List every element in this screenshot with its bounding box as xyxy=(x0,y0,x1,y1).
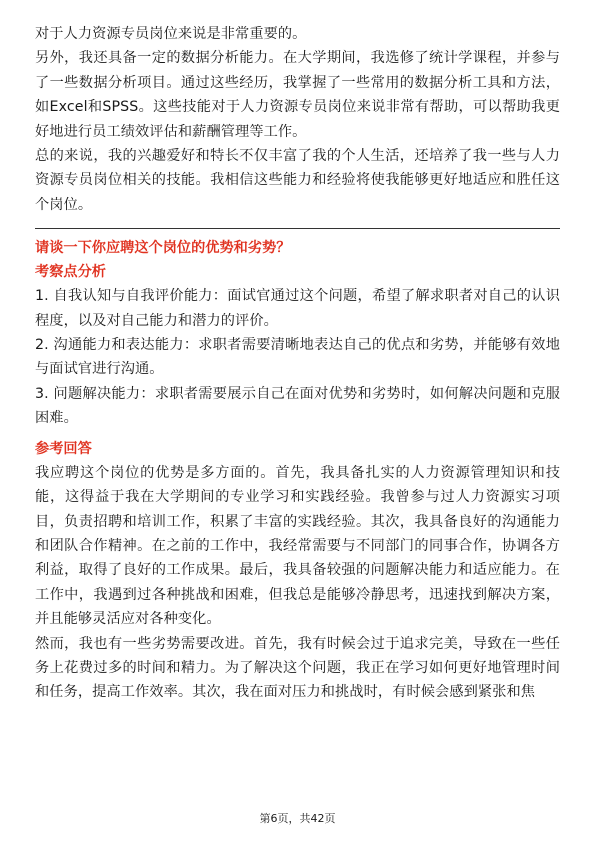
question-heading: 请谈一下你应聘这个岗位的优势和劣势？ xyxy=(35,240,291,257)
answer-paragraph-2: 然而，我也有一些劣势需要改进。首先，我有时候会过于追求完美，导致在一些任务上花费过多的时间和精力。为了解决这个问题，我正在学习如何更好地管理时间和任务，提高工作效率。其次，我在面对压力和挑战时，有时候会感到紧张和焦 xyxy=(35,635,560,701)
analysis-item-2: 2. 沟通能力和表达能力：求职者需要清晰地表达自己的优点和劣势，并能够有效地与面试官进行沟通。 xyxy=(35,337,560,378)
intro-paragraph-2: 另外，我还具备一定的数据分析能力。在大学期间，我选修了统计学课程，并参与了一些数据分析项目。通过这些经历，我掌握了一些常用的数据分析工具和方法，如Excel和SPSS。这些技能对于人力资源专员岗位来说非常有帮助，可以帮助我更好地进行员工绩效评估和薪酬管理等工作。 xyxy=(35,50,560,140)
intro-paragraph-1: 对于人力资源专员岗位来说是非常重要的。 xyxy=(35,26,307,42)
spacer xyxy=(35,431,560,438)
document-page xyxy=(35,22,560,705)
section-divider xyxy=(35,228,560,229)
intro-paragraph-3: 总的来说，我的兴趣爱好和特长不仅丰富了我的个人生活，还培养了我一些与人力资源专员岗位相关的技能。我相信这些能力和经验将使我能够更好地适应和胜任这个岗位。 xyxy=(35,148,560,213)
analysis-item-3: 3. 问题解决能力：求职者需要展示自己在面对优势和劣势时，如何解决问题和克服困难。 xyxy=(35,385,560,427)
analysis-item-1: 1. 自我认知与自我评价能力：面试官通过这个问题，希望了解求职者对自己的认识程度，以及对自己能力和潜力的评价。 xyxy=(35,288,560,329)
answer-heading: 参考回答 xyxy=(35,440,92,457)
analysis-heading: 考察点分析 xyxy=(35,264,106,281)
page-footer: 第6页，共42页 xyxy=(259,812,336,825)
answer-paragraph-1: 我应聘这个岗位的优势是多方面的。首先，我具备扎实的人力资源管理知识和技能，这得益于我在大学期间的专业学习和实践经验。我曾参与过人力资源实习项目，负责招聘和培训工作，积累了丰富的实践经验。其次，我具备良好的沟通能力和团队合作精神。在之前的工作中，我经常需要与不同部门的同事合作，协调各方利益，取得了良好的工作成果。最后，我具备较强的问题解决能力和适应能力。在工作中，我遇到过各种挑战和困难，但我总是能够冷静思考，迅速找到解决方案，并且能够灵活应对各种变化。 xyxy=(35,464,560,628)
